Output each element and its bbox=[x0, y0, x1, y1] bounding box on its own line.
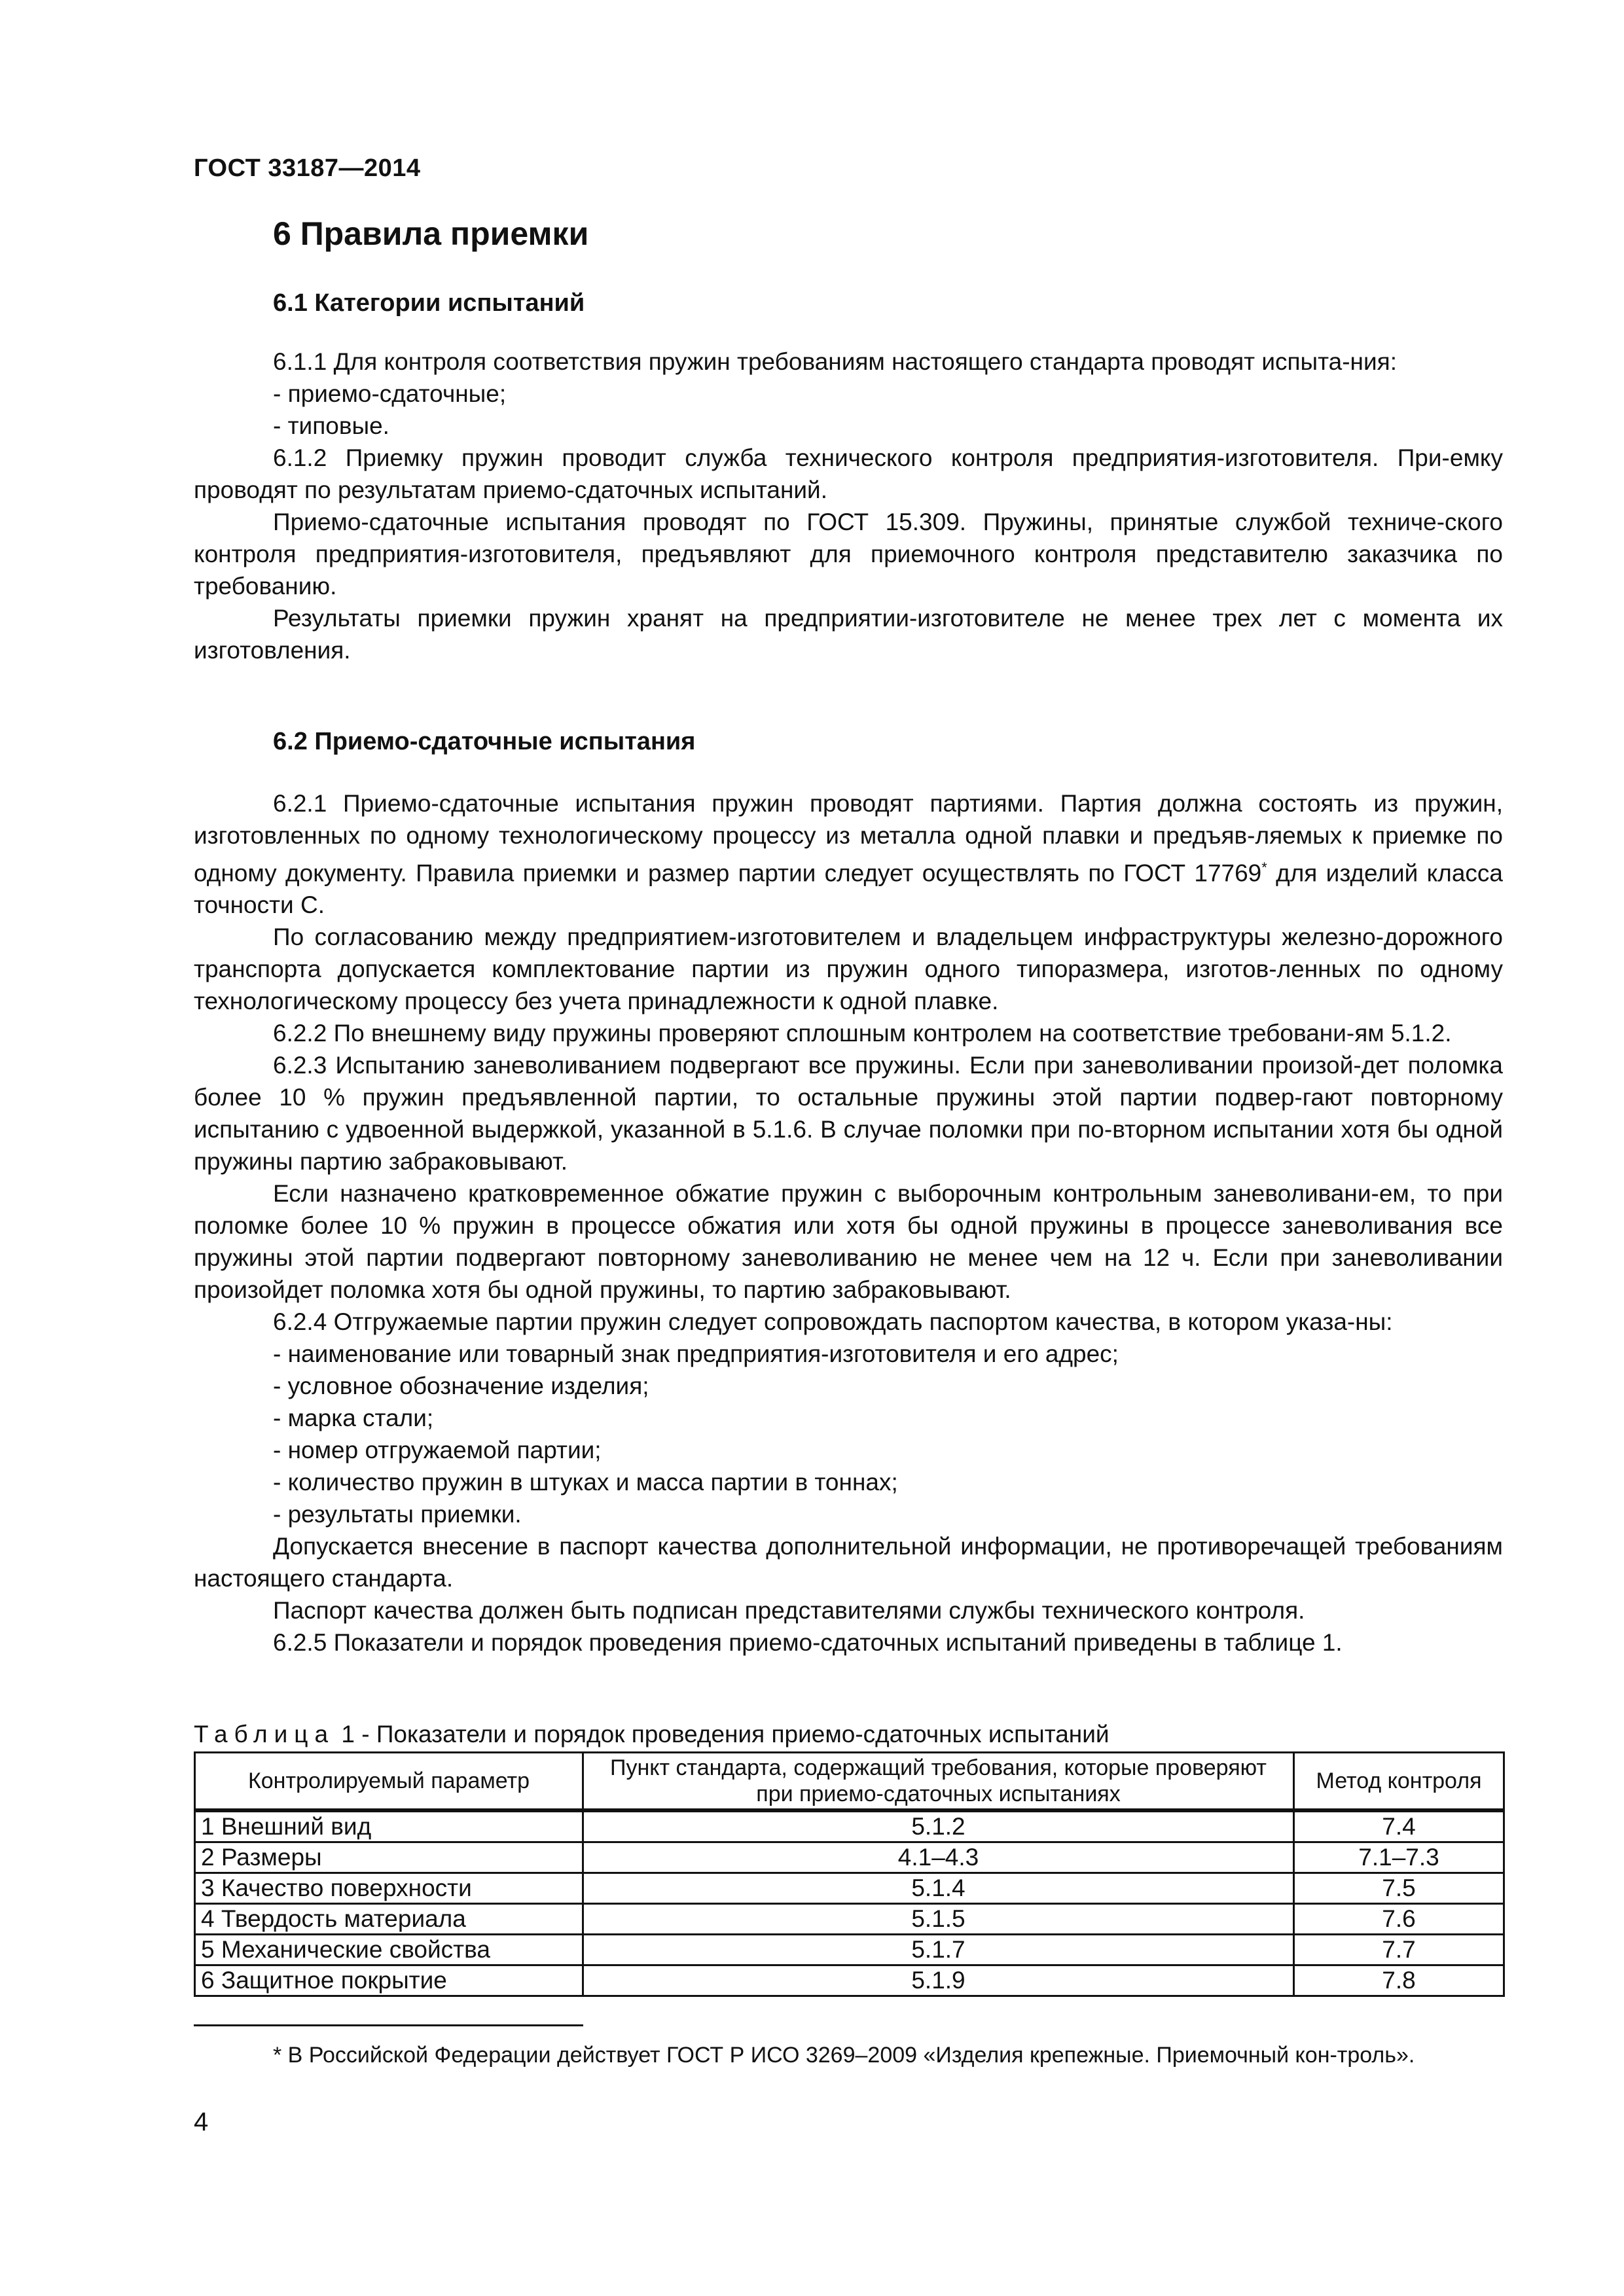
subsection-6-2-body bbox=[194, 787, 1503, 1659]
table-row bbox=[195, 1965, 1504, 1996]
table-cell-clause: 4.1–4.3 bbox=[583, 1842, 1294, 1873]
table-cell-method: 7.4 bbox=[1294, 1810, 1504, 1842]
paragraph: Результаты приемки пружин хранят на предприятии-изготовителе не менее трех лет с момента их изготовления. bbox=[194, 605, 1503, 664]
footnote bbox=[194, 2039, 1503, 2071]
table-cell-clause: 5.1.9 bbox=[583, 1965, 1294, 1996]
paragraph: Приемо-сдаточные испытания проводят по ГОСТ 15.309. Пружины, принятые службой техниче-ского контроля предприятия-изготовителя, предъявляют для приемочного контроля представителю заказчика по требованию. bbox=[194, 509, 1503, 600]
paragraph: 6.2.2 По внешнему виду пружины проверяют сплошным контролем на соответствие требовани-ям 5.1.2. bbox=[273, 1020, 1452, 1047]
table-cell-clause: 5.1.5 bbox=[583, 1904, 1294, 1935]
list-item: - наименование или товарный знак предприятия-изготовителя и его адрес; bbox=[273, 1340, 1119, 1368]
paragraph: 6.2.3 Испытанию заневоливанием подвергают все пружины. Если при заневоливании произой-дет поломка более 10 % пружин предъявленной партии, то остальные пружины этой партии подвер-гают повторному испытанию с удвоенной выдержкой, указанной в 5.1.6. В случае поломки при по-вторном испытании хотя бы одной пружины партию забраковывают. bbox=[194, 1052, 1503, 1175]
table-row bbox=[195, 1810, 1504, 1842]
table-row bbox=[195, 1904, 1504, 1935]
table-cell-parameter: 2 Размеры bbox=[195, 1842, 583, 1873]
table-row bbox=[195, 1842, 1504, 1873]
column-header: Пункт стандарта, содержащий требования, которые проверяют при приемо-сдаточных испытаниях bbox=[583, 1753, 1294, 1811]
list-item: - результаты приемки. bbox=[273, 1501, 522, 1528]
section-title: 6 Правила приемки bbox=[273, 215, 589, 252]
table-row bbox=[195, 1935, 1504, 1965]
list-item: - марка стали; bbox=[273, 1405, 434, 1432]
table-caption bbox=[194, 1720, 1110, 1749]
table-cell-parameter: 1 Внешний вид bbox=[195, 1810, 583, 1842]
paragraph: По согласованию между предприятием-изготовителем и владельцем инфраструктуры железно-дорожного транспорта допускается комплектование партии из пружин одного типоразмера, изготов-ленных по одному технологическому процессу без учета принадлежности к одной плавке. bbox=[194, 924, 1503, 1015]
footnote-marker: * bbox=[1261, 859, 1267, 876]
table-cell-method: 7.7 bbox=[1294, 1935, 1504, 1965]
footnote-text: * В Российской Федерации действует ГОСТ Р ИСО 3269–2009 «Изделия крепежные. Приемочный кон-троль». bbox=[273, 2043, 1415, 2068]
table-cell-parameter: 4 Твердость материала bbox=[195, 1904, 583, 1935]
column-header: Контролируемый параметр bbox=[195, 1753, 583, 1811]
subsection-6-1-body bbox=[194, 346, 1503, 666]
table-cell-clause: 5.1.2 bbox=[583, 1810, 1294, 1842]
paragraph: 6.2.5 Показатели и порядок проведения приемо-сдаточных испытаний приведены в таблице 1. bbox=[273, 1629, 1343, 1657]
table-cell-method: 7.5 bbox=[1294, 1873, 1504, 1904]
table-cell-parameter: 5 Механические свойства bbox=[195, 1935, 583, 1965]
paragraph bbox=[194, 787, 1503, 921]
paragraph-text: для изделий класса точности С. bbox=[194, 859, 1503, 919]
paragraph-text: 6.2.1 Приемо-сдаточные испытания пружин проводят партиями. Партия должна состоять из пружин, изготовленных по одному технологическому процессу из металла одной плавки и предъяв-ляемых к приемке по одному документу. Правила приемки и размер партии следует осуществлять по ГОСТ 17769 bbox=[194, 790, 1503, 887]
list-item: - условное обозначение изделия; bbox=[273, 1372, 649, 1400]
subsection-title-6-1: 6.1 Категории испытаний bbox=[273, 289, 585, 317]
paragraph: 6.1.1 Для контроля соответствия пружин требованиям настоящего стандарта проводят испыта-ния: bbox=[273, 348, 1397, 375]
document-page bbox=[194, 0, 1503, 2296]
acceptance-tests-table bbox=[194, 1751, 1505, 1997]
table-cell-parameter: 3 Качество поверхности bbox=[195, 1873, 583, 1904]
table-caption-text: 1 - Показатели и порядок проведения приемо-сдаточных испытаний bbox=[334, 1721, 1110, 1748]
table-cell-method: 7.6 bbox=[1294, 1904, 1504, 1935]
page-number: 4 bbox=[194, 2108, 209, 2136]
table-cell-clause: 5.1.4 bbox=[583, 1873, 1294, 1904]
column-header: Метод контроля bbox=[1294, 1753, 1504, 1811]
table-row bbox=[195, 1873, 1504, 1904]
table-header-row bbox=[195, 1753, 1504, 1811]
paragraph: Паспорт качества должен быть подписан представителями службы технического контроля. bbox=[273, 1597, 1305, 1624]
standard-code: ГОСТ 33187—2014 bbox=[194, 154, 421, 182]
paragraph: 6.1.2 Приемку пружин проводит служба технического контроля предприятия-изготовителя. При-емку проводят по результатам приемо-сдаточных испытаний. bbox=[194, 444, 1503, 503]
footnote-divider bbox=[194, 2024, 583, 2026]
table-cell-parameter: 6 Защитное покрытие bbox=[195, 1965, 583, 1996]
subsection-title-6-2: 6.2 Приемо-сдаточные испытания bbox=[273, 728, 696, 755]
list-item: - количество пружин в штуках и масса партии в тоннах; bbox=[273, 1469, 898, 1496]
paragraph: Допускается внесение в паспорт качества дополнительной информации, не противоречащей требованиям настоящего стандарта. bbox=[194, 1533, 1503, 1592]
table-cell-method: 7.8 bbox=[1294, 1965, 1504, 1996]
list-item: - номер отгружаемой партии; bbox=[273, 1437, 602, 1464]
paragraph: 6.2.4 Отгружаемые партии пружин следует сопровождать паспортом качества, в котором указа-ны: bbox=[273, 1308, 1393, 1336]
paragraph: Если назначено кратковременное обжатие пружин с выборочным контрольным заневоливани-ем, то при поломке более 10 % пружин в процессе обжатия или хотя бы одной пружины в процессе заневоливания все пружины этой партии подвергают повторному заневоливанию не менее чем на 12 ч. Если при заневоливании произойдет поломка хотя бы одной пружины, то партию забраковывают. bbox=[194, 1180, 1503, 1304]
table-cell-method: 7.1–7.3 bbox=[1294, 1842, 1504, 1873]
table-cell-clause: 5.1.7 bbox=[583, 1935, 1294, 1965]
list-item: - приемо-сдаточные; bbox=[273, 380, 507, 407]
list-item: - типовые. bbox=[273, 412, 389, 439]
table-caption-word: Таблица bbox=[194, 1721, 335, 1748]
